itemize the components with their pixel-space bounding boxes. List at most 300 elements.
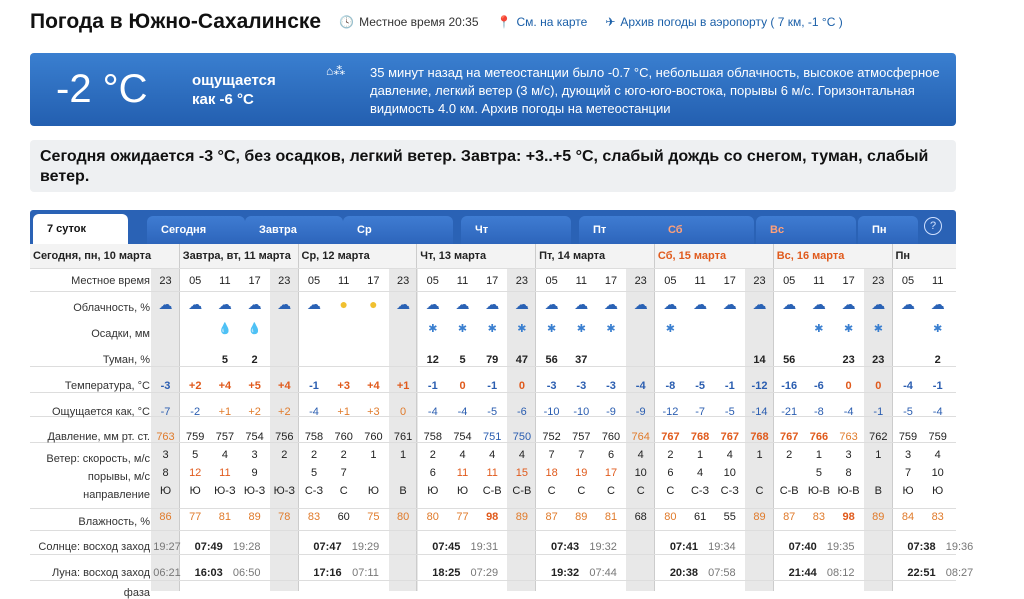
pressure-cell: 756 <box>275 431 294 443</box>
temp-cell: -1 <box>427 380 438 392</box>
fog-cell: 5 <box>459 354 466 366</box>
humidity-cell: 80 <box>426 511 439 523</box>
dir-cell: Ю-В <box>807 485 830 497</box>
humidity-cell: 98 <box>842 511 855 523</box>
wind-cell: 2 <box>667 449 674 461</box>
moon-rise: 16:03 <box>194 567 223 579</box>
pressure-cell: 767 <box>780 431 799 443</box>
gusts-cell: 11 <box>219 467 231 479</box>
cloud-icon: ☁ <box>277 296 292 312</box>
sun-rise: 07:45 <box>432 541 461 553</box>
wind-cell: 4 <box>637 449 644 461</box>
humidity-cell: 98 <box>486 511 499 523</box>
dir-cell: С <box>577 485 586 497</box>
pressure-cell: 759 <box>928 431 947 443</box>
row-label: Температура, °C <box>64 380 150 392</box>
hours-cell: 11 <box>219 275 231 287</box>
pressure-cell: 767 <box>720 431 739 443</box>
dir-cell: С-З <box>720 485 739 497</box>
wind-cell: 2 <box>310 449 318 461</box>
pressure-cell: 768 <box>690 431 710 443</box>
humidity-cell: 83 <box>931 511 944 523</box>
moon-rise: 17:16 <box>313 567 342 579</box>
temp-cell: 0 <box>459 380 466 392</box>
moon-rise: 20:38 <box>669 567 698 579</box>
day-header: Пт, 14 марта <box>539 250 606 262</box>
humidity-cell: 83 <box>812 511 826 523</box>
snow-icon: ✱ <box>843 323 854 335</box>
feels-cell: -4 <box>932 406 943 418</box>
wind-cell: 4 <box>489 449 496 461</box>
hours-cell: 23 <box>872 275 885 287</box>
tab-2[interactable]: Завтра <box>245 216 343 244</box>
wind-cell: 7 <box>578 449 585 461</box>
sun-set: 19:27 <box>153 541 181 553</box>
cloud-icon: ☁ <box>752 296 767 312</box>
feels-cell: -2 <box>190 406 201 418</box>
feels-cell: -8 <box>814 406 824 418</box>
temp-cell: -3 <box>576 380 587 392</box>
dir-cell: С-З <box>690 485 710 497</box>
pressure-cell: 766 <box>809 431 829 443</box>
moon-set: 07:29 <box>470 567 499 579</box>
gusts-cell: 4 <box>697 467 704 479</box>
cloud-icon: ● <box>369 296 378 312</box>
moon-set: 06:21 <box>153 567 181 579</box>
humidity-cell: 77 <box>456 511 469 523</box>
humidity-cell: 78 <box>278 511 291 523</box>
dir-cell: С-В <box>482 485 502 497</box>
fog-cell: 23 <box>872 354 885 366</box>
wind-cell: 5 <box>192 449 199 461</box>
feels-cell: -21 <box>781 406 798 418</box>
pressure-cell: 762 <box>869 431 888 443</box>
temp-cell: -1 <box>309 380 319 392</box>
dir-cell: Ю <box>159 485 172 497</box>
feels-cell: -5 <box>903 406 913 418</box>
gusts-cell: 7 <box>340 467 347 479</box>
tab-6[interactable]: Сб <box>654 216 754 244</box>
tab-7[interactable]: Вс <box>756 216 856 244</box>
gusts-cell: 6 <box>667 467 674 479</box>
temp-cell: 0 <box>875 380 882 392</box>
cloud-icon: ☁ <box>544 296 559 312</box>
moon-set: 08:27 <box>945 567 974 579</box>
temp-cell: -3 <box>546 380 557 392</box>
pressure-cell: 752 <box>542 431 561 443</box>
cloud-icon: ☁ <box>811 296 826 312</box>
temp-cell: +4 <box>218 380 232 392</box>
hours-cell: 17 <box>842 275 855 287</box>
fog-cell: 2 <box>934 354 941 366</box>
page-header <box>30 8 843 36</box>
temp-cell: +4 <box>278 380 291 392</box>
pressure-cell: 757 <box>215 431 235 443</box>
cloud-icon: ☁ <box>217 296 232 312</box>
gusts-cell: 8 <box>162 467 169 479</box>
feels-cell: -7 <box>160 406 171 418</box>
dir-cell: Ю <box>932 485 944 497</box>
feels-cell: -9 <box>606 406 616 418</box>
fog-cell: 56 <box>783 354 796 366</box>
dir-cell: Ю-З <box>273 485 295 497</box>
temp-cell: 0 <box>845 380 852 392</box>
pressure-cell: 763 <box>839 431 858 443</box>
feels-cell: -10 <box>573 406 590 418</box>
dir-cell: Ю <box>902 485 914 497</box>
fog-cell: 47 <box>515 354 529 366</box>
pressure-cell: 767 <box>661 431 680 443</box>
day-header: Ср, 12 марта <box>301 250 370 262</box>
sun-rise: 07:40 <box>788 541 817 553</box>
feels-cell: 0 <box>400 406 407 418</box>
gusts-cell: 6 <box>429 467 436 479</box>
row-label: Луна: восход заход <box>51 567 150 579</box>
hours-cell: 23 <box>515 275 529 287</box>
fog-cell: 12 <box>426 354 439 366</box>
cloud-icon: ☁ <box>841 296 856 312</box>
cloud-icon: ☁ <box>722 296 737 312</box>
fog-cell: 14 <box>753 354 766 366</box>
wind-cell: 4 <box>518 449 525 461</box>
humidity-cell: 61 <box>693 511 707 523</box>
gusts-cell: 18 <box>545 467 558 479</box>
snow-icon: ✱ <box>606 323 616 335</box>
fog-cell: 23 <box>842 354 855 366</box>
cloud-icon: ☁ <box>485 296 500 312</box>
wind-cell: 2 <box>340 449 347 461</box>
gusts-cell: 9 <box>251 467 258 479</box>
humidity-cell: 60 <box>337 511 350 523</box>
feels-cell: +1 <box>218 406 232 418</box>
dir-cell: С <box>339 485 348 497</box>
moon-set: 07:44 <box>589 567 617 579</box>
snow-icon: ✱ <box>665 323 675 335</box>
hours-cell: 05 <box>783 275 796 287</box>
gusts-cell: 12 <box>189 467 202 479</box>
temp-cell: -12 <box>751 380 768 392</box>
humidity-cell: 87 <box>545 511 558 523</box>
hours-cell: 05 <box>189 275 202 287</box>
weather-station-icon: ⌂⁂ <box>326 64 346 78</box>
fog-cell: 56 <box>545 354 558 366</box>
hours-cell: 11 <box>813 275 825 287</box>
row-label: направление <box>83 489 150 501</box>
dir-cell: В <box>399 485 407 497</box>
temp-cell: +5 <box>248 380 261 392</box>
temp-cell: -4 <box>903 380 913 392</box>
map-pin-icon: 📍 <box>496 15 512 29</box>
cloud-icon: ☁ <box>247 296 262 312</box>
gusts-cell: 5 <box>815 467 822 479</box>
hours-cell: 17 <box>486 275 499 287</box>
humidity-cell: 80 <box>396 511 410 523</box>
temp-cell: -3 <box>606 380 616 392</box>
feels-cell: -6 <box>517 406 527 418</box>
clock-icon: 🕓 <box>339 15 355 29</box>
station-observation[interactable]: 35 минут назад на метеостанции было -0.7 °C, небольшая облачность, высокое атмосферное давление, легкий ветер (3 м/с), дующий с юго-юго-востока, порывы 6 м/с. Горизонтальная видимость 4.0 км. Архив погоды на метеостанции <box>370 65 940 116</box>
row-label: порывы, м/с <box>87 471 150 483</box>
tab-0[interactable]: 7 суток <box>33 214 128 244</box>
plane-icon: ✈ <box>605 15 616 29</box>
gusts-cell: 15 <box>515 467 529 479</box>
row-label: Осадки, мм <box>91 328 150 340</box>
temp-cell: -1 <box>932 380 943 392</box>
humidity-cell: 83 <box>307 511 321 523</box>
hours-cell: 11 <box>337 275 350 287</box>
humidity-cell: 75 <box>367 511 380 523</box>
tab-5[interactable]: Пт <box>579 216 689 244</box>
hours-cell: 05 <box>901 275 915 287</box>
dir-cell: С <box>666 485 675 497</box>
snow-icon: ✱ <box>457 323 468 335</box>
feels-cell: +2 <box>248 406 261 418</box>
pressure-cell: 764 <box>631 431 650 443</box>
row-divider <box>30 508 956 509</box>
row-divider <box>30 268 956 269</box>
dir-cell: Ю <box>427 485 439 497</box>
cloud-icon: ● <box>339 296 348 312</box>
cloud-icon: ☁ <box>307 296 321 312</box>
feels-cell: -10 <box>543 406 560 418</box>
map-link[interactable]: 📍 См. на карте <box>496 15 588 29</box>
feels-cell: -4 <box>843 406 854 418</box>
cloud-icon: ☁ <box>871 296 886 312</box>
wind-cell: 1 <box>697 449 704 461</box>
wind-cell: 2 <box>429 449 436 461</box>
snow-icon: ✱ <box>873 323 883 335</box>
dir-cell: Ю-В <box>837 485 860 497</box>
sun-rise: 07:47 <box>313 541 342 553</box>
humidity-cell: 89 <box>872 511 885 523</box>
pressure-cell: 758 <box>423 431 442 443</box>
rain-icon: 💧 <box>218 323 232 335</box>
dir-cell: Ю <box>367 485 379 497</box>
rain-icon: 💧 <box>247 323 262 335</box>
temp-cell: -1 <box>724 380 735 392</box>
temp-cell: -16 <box>781 380 798 392</box>
humidity-cell: 86 <box>159 511 172 523</box>
dir-cell: Ю-З <box>243 485 266 497</box>
page-title: Погода в Южно-Сахалинске <box>30 10 322 33</box>
cloud-icon: ☁ <box>514 296 529 312</box>
temp-cell: +2 <box>188 380 202 392</box>
wind-cell: 3 <box>904 449 912 461</box>
feels-like: ощущается как -6 °C <box>192 72 276 108</box>
wind-cell: 4 <box>459 449 466 461</box>
row-divider <box>30 392 956 393</box>
feels-cell: +1 <box>337 406 350 418</box>
hours-cell: 17 <box>367 275 380 287</box>
dir-cell: С-В <box>512 485 532 497</box>
sun-set: 19:31 <box>470 541 499 553</box>
temp-cell: +1 <box>396 380 410 392</box>
wind-cell: 1 <box>400 449 407 461</box>
feels-cell: -5 <box>724 406 735 418</box>
cloud-icon: ☁ <box>425 296 440 312</box>
snow-icon: ✱ <box>517 323 527 335</box>
forecast-summary: Сегодня ожидается -3 °C, без осадков, легкий ветер. Завтра: +3..+5 °C, слабый дождь со снегом, туман, слабый ветер. <box>30 140 956 192</box>
humidity-cell: 77 <box>189 511 202 523</box>
tab-4[interactable]: Чт <box>461 216 571 244</box>
feels-cell: -7 <box>695 406 705 418</box>
humidity-cell: 84 <box>901 511 915 523</box>
gusts-cell: 7 <box>904 467 912 479</box>
dir-cell: С <box>547 485 556 497</box>
snow-icon: ✱ <box>933 323 943 335</box>
gusts-cell: 19 <box>575 467 588 479</box>
pressure-cell: 754 <box>245 431 264 443</box>
wind-cell: 4 <box>221 449 228 461</box>
moon-rise: 18:25 <box>432 567 461 579</box>
fog-cell: 79 <box>486 354 499 366</box>
moon-rise: 21:44 <box>788 567 817 579</box>
cloud-icon: ☁ <box>633 296 648 312</box>
wind-cell: 6 <box>607 449 615 461</box>
gusts-cell: 17 <box>604 467 618 479</box>
sun-rise: 07:49 <box>194 541 223 553</box>
pressure-cell: 757 <box>572 431 591 443</box>
humidity-cell: 68 <box>634 511 647 523</box>
temp-cell: 0 <box>518 380 525 392</box>
current-temp: -2 °C <box>56 67 148 111</box>
feels-cell: -1 <box>873 406 884 418</box>
sun-rise: 07:43 <box>551 541 580 553</box>
humidity-cell: 80 <box>664 511 677 523</box>
humidity-cell: 87 <box>783 511 796 523</box>
feels-cell: -12 <box>662 406 679 418</box>
day-header: Завтра, вт, 11 марта <box>182 250 291 262</box>
hours-cell: 11 <box>456 275 469 287</box>
cloud-icon: ☁ <box>782 296 797 312</box>
feels-cell: -4 <box>457 406 468 418</box>
row-label: Облачность, % <box>73 302 150 314</box>
pressure-cell: 760 <box>601 431 621 443</box>
humidity-cell: 89 <box>515 511 529 523</box>
pressure-cell: 761 <box>393 431 413 443</box>
snow-icon: ✱ <box>428 323 438 335</box>
pressure-cell: 751 <box>483 431 502 443</box>
pressure-cell: 760 <box>334 431 353 443</box>
day-header: Сб, 15 марта <box>657 250 727 262</box>
humidity-cell: 55 <box>723 511 736 523</box>
hours-cell: 17 <box>604 275 618 287</box>
hours-cell: 05 <box>664 275 677 287</box>
gusts-cell: 11 <box>456 467 469 479</box>
cloud-icon: ☁ <box>188 296 203 312</box>
pressure-cell: 763 <box>156 431 175 443</box>
temp-cell: +4 <box>367 380 380 392</box>
row-divider <box>30 291 956 292</box>
row-label: фаза <box>123 587 150 599</box>
snow-icon: ✱ <box>487 323 497 335</box>
day-header: Пн <box>895 250 911 262</box>
temp-cell: -1 <box>487 380 498 392</box>
pressure-cell: 758 <box>304 431 324 443</box>
gusts-cell: 10 <box>634 467 647 479</box>
humidity-cell: 89 <box>753 511 766 523</box>
sun-rise: 07:38 <box>907 541 936 553</box>
airport-archive-link[interactable]: ✈ Архив погоды в аэропорту ( 7 км, -1 °C ) <box>605 15 843 29</box>
wind-cell: 1 <box>875 449 882 461</box>
feels-cell: -9 <box>635 406 646 418</box>
tab-3[interactable]: Ср <box>343 216 453 244</box>
day-header: Чт, 13 марта <box>420 250 487 262</box>
sun-set: 19:34 <box>708 541 736 553</box>
hours-cell: 23 <box>753 275 766 287</box>
tab-8[interactable]: Пн <box>858 216 918 244</box>
cloud-icon: ☁ <box>396 296 411 312</box>
row-label: Ощущается как, °C <box>51 406 150 418</box>
temp-cell: -3 <box>160 380 171 392</box>
humidity-cell: 81 <box>218 511 232 523</box>
sun-set: 19:35 <box>826 541 855 553</box>
dir-cell: С-З <box>304 485 324 497</box>
row-label: Солнце: восход заход <box>38 541 150 553</box>
sun-rise: 07:41 <box>669 541 698 553</box>
temp-cell: -6 <box>814 380 824 392</box>
pressure-cell: 768 <box>750 431 769 443</box>
row-label: Давление, мм рт. ст. <box>47 431 150 443</box>
moon-set: 07:11 <box>352 567 379 579</box>
tab-1[interactable]: Сегодня <box>147 216 245 244</box>
humidity-cell: 89 <box>575 511 588 523</box>
moon-set: 06:50 <box>232 567 261 579</box>
fog-cell: 37 <box>575 354 588 366</box>
dir-cell: Ю <box>189 485 201 497</box>
dir-cell: В <box>874 485 882 497</box>
dir-cell: Ю-З <box>214 485 236 497</box>
cloud-icon: ☁ <box>158 296 173 312</box>
moon-set: 07:58 <box>708 567 736 579</box>
hours-cell: 23 <box>634 275 647 287</box>
dir-cell: С-В <box>779 485 799 497</box>
humidity-cell: 81 <box>604 511 618 523</box>
gusts-cell: 10 <box>723 467 736 479</box>
sun-set: 19:29 <box>351 541 380 553</box>
cloud-icon: ☁ <box>901 296 915 312</box>
wind-cell: 3 <box>162 449 169 461</box>
row-divider <box>30 554 956 555</box>
feels-cell: -4 <box>309 406 319 418</box>
hours-cell: 23 <box>278 275 291 287</box>
hours-cell: 05 <box>426 275 439 287</box>
gusts-cell: 8 <box>845 467 852 479</box>
cloud-icon: ☁ <box>930 296 945 312</box>
row-divider <box>30 530 956 531</box>
snow-icon: ✱ <box>814 323 824 335</box>
sun-set: 19:28 <box>232 541 261 553</box>
sun-set: 19:36 <box>945 541 974 553</box>
wind-cell: 4 <box>934 449 941 461</box>
pressure-cell: 750 <box>512 431 532 443</box>
forecast-table <box>30 244 974 599</box>
day-header: Сегодня, пн, 10 марта <box>33 250 152 262</box>
dir-cell: С <box>607 485 615 497</box>
pressure-cell: 760 <box>364 431 383 443</box>
hours-cell: 17 <box>723 275 736 287</box>
cloud-icon: ☁ <box>455 296 470 312</box>
fog-cell: 2 <box>251 354 258 366</box>
gusts-cell: 10 <box>931 467 944 479</box>
wind-cell: 3 <box>845 449 852 461</box>
sun-set: 19:32 <box>589 541 617 553</box>
wind-cell: 2 <box>786 449 793 461</box>
pressure-cell: 759 <box>186 431 205 443</box>
hours-cell: 23 <box>396 275 410 287</box>
pressure-cell: 754 <box>453 431 472 443</box>
help-icon[interactable]: ? <box>924 217 942 235</box>
